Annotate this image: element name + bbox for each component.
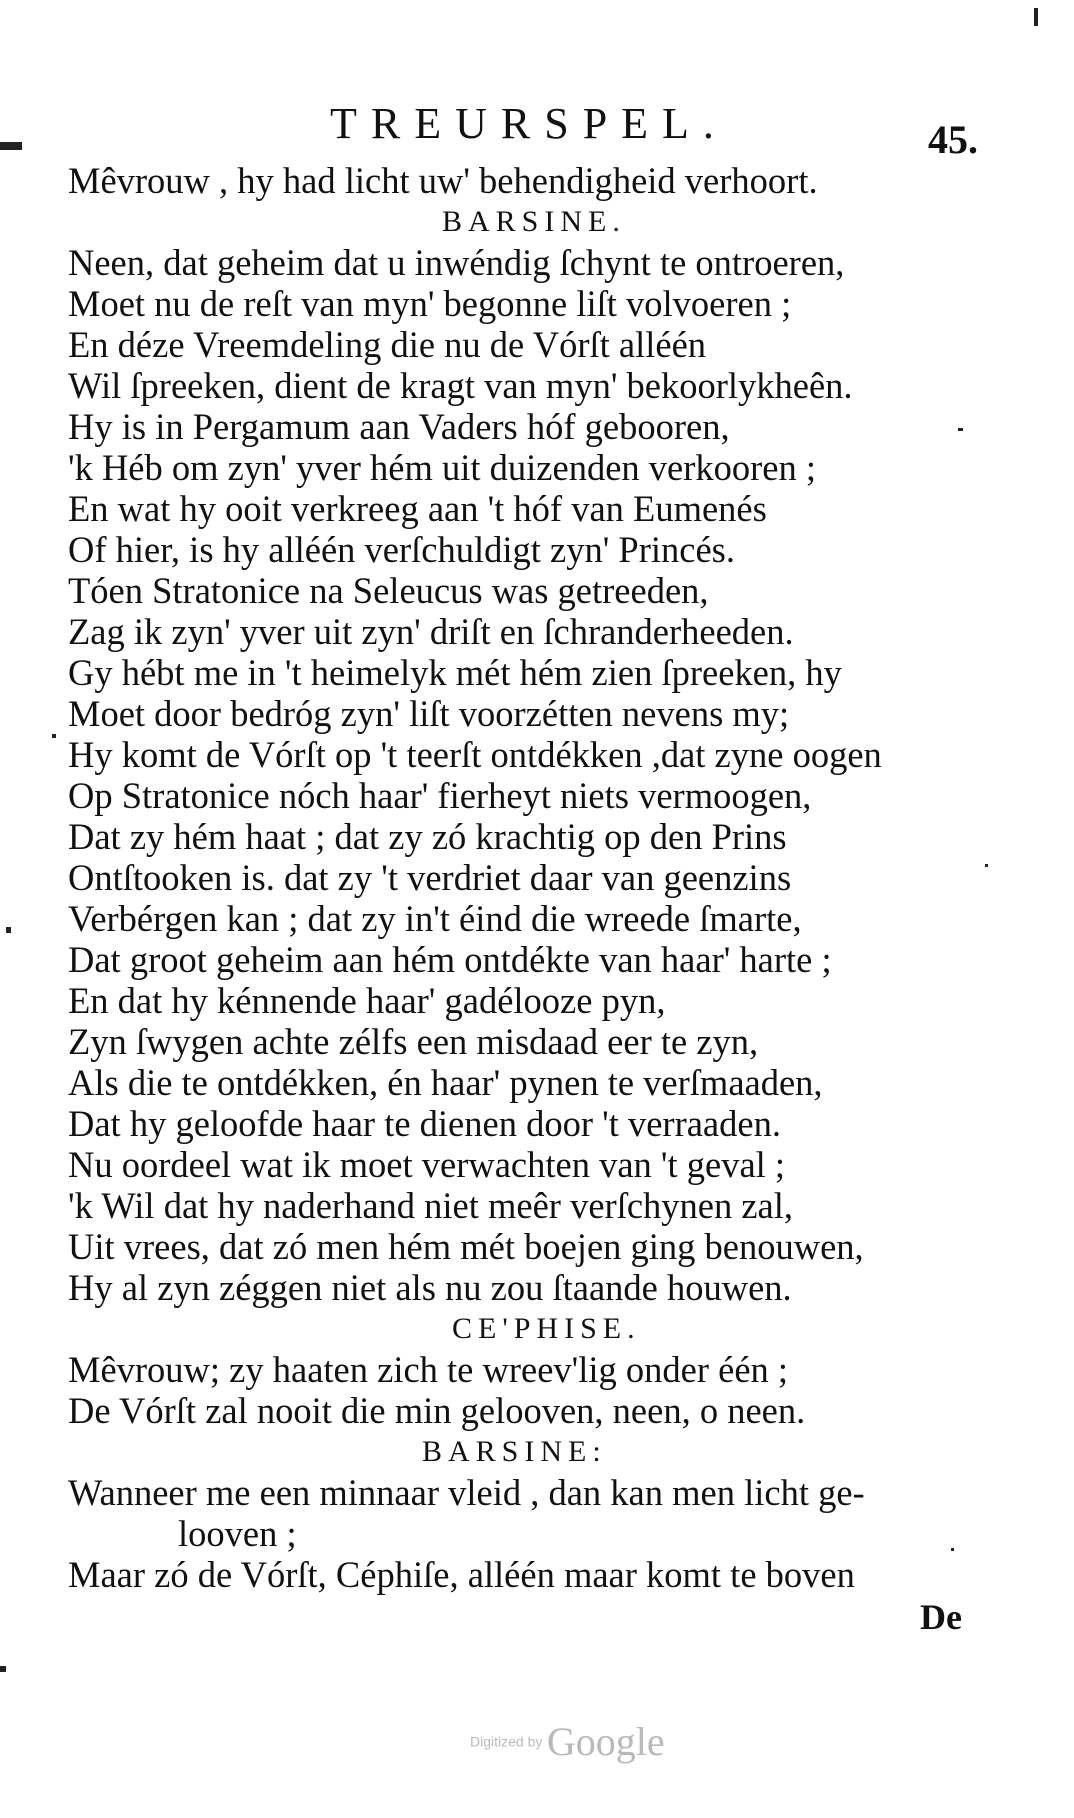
ink-speck	[985, 864, 988, 867]
ink-speck	[951, 1548, 954, 1551]
verse-line: En dat hy kénnende haar' gadélooze pyn,	[68, 980, 666, 1021]
verse-line: Uit vrees, dat zó men hém mét boejen ging benouwen,	[68, 1226, 864, 1267]
verse-line: Gy hébt me in 't heimelyk mét hém zien ſpreeken, hy	[68, 652, 842, 693]
verse-line: Mêvrouw , hy had licht uw' behendigheid verhoort.	[68, 160, 818, 201]
ink-speck	[0, 1666, 6, 1672]
verse-line: Dat zy hém haat ; dat zy zó krachtig op den Prins	[68, 816, 787, 857]
verse-text	[68, 160, 998, 1595]
verse-line: Op Stratonice nóch haar' fierheyt niets vermoogen,	[68, 775, 812, 816]
verse-line: Hy komt de Vórſt op 't teerſt ontdékken ,dat zyne oogen	[68, 734, 882, 775]
running-title: TREURSPEL.	[330, 99, 728, 148]
verse-line: 'k Wil dat hy naderhand niet meêr verſchynen zal,	[68, 1185, 794, 1226]
speaker-heading: CE'PHISE.	[452, 1312, 641, 1345]
verse-line: Maar zó de Vórſt, Céphiſe, alléén maar komt te boven	[68, 1554, 855, 1595]
verse-line: Moet door bedróg zyn' liſt voorzétten nevens my;	[68, 693, 790, 734]
digitized-label: Digitized by	[470, 1733, 543, 1750]
verse-line: Neen, dat geheim dat u inwéndig ſchynt te ontroeren,	[68, 242, 845, 283]
verse-line: Dat hy geloofde haar te dienen door 't verraaden.	[68, 1103, 781, 1144]
verse-line: Verbérgen kan ; dat zy in't éind die wreede ſmarte,	[68, 898, 802, 939]
ink-speck	[52, 734, 56, 738]
ink-speck	[958, 428, 963, 431]
speaker-heading: BARSINE:	[422, 1435, 607, 1468]
google-logo: Google	[546, 1719, 665, 1764]
verse-line: looven ;	[178, 1513, 297, 1554]
verse-line: Nu oordeel wat ik moet verwachten van 't geval ;	[68, 1144, 786, 1185]
verse-line: Als die te ontdékken, én haar' pynen te verſmaaden,	[68, 1062, 823, 1103]
verse-line: Hy is in Pergamum aan Vaders hóf gebooren,	[68, 406, 730, 447]
verse-line: 'k Héb om zyn' yver hém uit duizenden verkooren ;	[68, 447, 817, 488]
verse-line: Tóen Stratonice na Seleucus was getreeden,	[68, 570, 709, 611]
verse-line: De Vórſt zal nooit die min gelooven, neen, o neen.	[68, 1390, 806, 1431]
verse-line: Hy al zyn zéggen niet als nu zou ſtaande houwen.	[68, 1267, 792, 1308]
verse-line: Mêvrouw; zy haaten zich te wreev'lig onder één ;	[68, 1349, 789, 1390]
catchword: De	[920, 1597, 962, 1637]
verse-line: Ontſtooken is. dat zy 't verdriet daar van geenzins	[68, 857, 792, 898]
verse-line: Wil ſpreeken, dient de kragt van myn' bekoorlykheên.	[68, 365, 853, 406]
page-number: 45.	[928, 117, 978, 162]
verse-line: Of hier, is hy alléén verſchuldigt zyn' Princés.	[68, 529, 735, 570]
verse-line: En wat hy ooit verkreeg aan 't hóf van Eumenés	[68, 488, 767, 529]
verse-line: Dat groot geheim aan hém ontdékte van haar' harte ;	[68, 939, 832, 980]
verse-line: Wanneer me een minnaar vleid , dan kan men licht ge-	[68, 1472, 865, 1513]
digitized-watermark	[470, 1718, 665, 1765]
verse-line: Moet nu de reſt van myn' begonne liſt volvoeren ;	[68, 283, 792, 324]
ink-speck	[1034, 8, 1038, 26]
verse-line: Zyn ſwygen achte zélfs een misdaad eer te zyn,	[68, 1021, 759, 1062]
verse-line: Zag ik zyn' yver uit zyn' driſt en ſchranderheeden.	[68, 611, 794, 652]
ink-speck	[6, 927, 11, 933]
verse-line: En déze Vreemdeling die nu de Vórſt alléén	[68, 324, 707, 365]
ink-speck	[0, 142, 22, 150]
speaker-heading: BARSINE.	[442, 205, 626, 238]
